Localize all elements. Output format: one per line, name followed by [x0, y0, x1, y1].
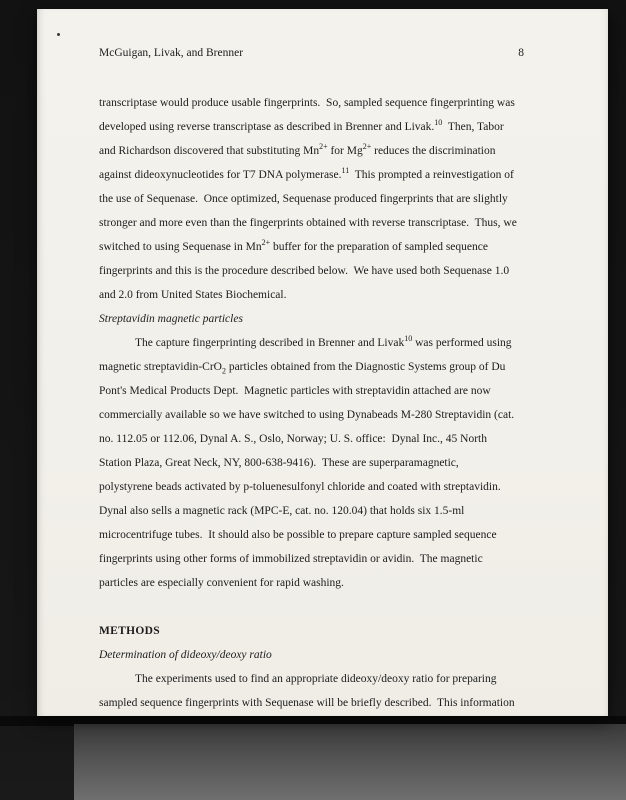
heading-italic: [99, 643, 524, 667]
text-line: developed using reverse transcriptase as described in Brenner and Livak.$^{10}$ Then, Tabor: [99, 118, 504, 133]
text-line: and 2.0 from United States Biochemical.: [99, 289, 287, 301]
text-line: particles are especially convenient for rapid washing.: [99, 577, 344, 589]
page-header: [99, 45, 524, 61]
superscript: 11: [341, 166, 350, 176]
text-line: polystyrene beads activated by p-toluenesulfonyl chloride and coated with streptavidin.: [99, 481, 501, 493]
scan-speck: [57, 33, 60, 36]
paragraph: [99, 331, 524, 595]
page-body: [99, 91, 524, 715]
text-line: magnetic streptavidin-CrO$_2$ particles obtained from the Diagnostic Systems group of Du: [99, 361, 506, 376]
text-line: fingerprints using other forms of immobilized streptavidin or avidin. The magnetic: [99, 553, 483, 565]
text-line: switched to using Sequenase in $Mn^{2+}$ buffer for the preparation of sampled sequence: [99, 238, 488, 253]
page-number: 8: [518, 47, 524, 59]
heading-bold: [99, 619, 524, 643]
text-line: sampled sequence fingerprints with Sequenase will be briefly described. This information: [99, 697, 515, 709]
text-line: The capture fingerprinting described in Brenner and Livak$^{10}$ was performed using: [135, 334, 512, 349]
text-line: Streptavidin magnetic particles: [99, 313, 243, 325]
text-line: transcriptase would produce usable fingerprints. So, sampled sequence fingerprinting was: [99, 97, 515, 109]
text-line: against dideoxynucleotides for T7 DNA polymerase.$^{11}$ This prompted a reinvestigation of: [99, 166, 514, 181]
scanner-bed: [74, 724, 626, 800]
superscript: 2+: [319, 142, 328, 152]
text-line: commercially available so we have switched to using Dynabeads M-280 Streptavidin (cat.: [99, 409, 515, 421]
paragraph: [99, 667, 524, 715]
text-line: stronger and more even than the fingerprints obtained with reverse transcriptase. Thus, we: [99, 217, 517, 229]
paragraph: [99, 91, 524, 307]
subscript: 2: [221, 366, 226, 376]
text-line: fingerprints and this is the procedure described below. We have used both Sequenase 1.0: [99, 265, 510, 277]
text-line: Station Plaza, Great Neck, NY, 800-638-9416). These are superparamagnetic,: [99, 457, 459, 469]
text-line: The experiments used to find an appropriate dideoxy/deoxy ratio for preparing: [135, 673, 497, 685]
superscript: 2+: [261, 238, 271, 248]
text-line: and Richardson discovered that substituting $Mn^{2+}$ for $Mg^{2+}$ reduces the discrimination: [99, 142, 496, 157]
text-line: Dynal also sells a magnetic rack (MPC-E, cat. no. 120.04) that holds six 1.5-ml: [99, 505, 465, 517]
text-line: microcentrifuge tubes. It should also be possible to prepare capture sampled sequence: [99, 529, 497, 541]
text-line: the use of Sequenase. Once optimized, Sequenase produced fingerprints that are slightly: [99, 193, 508, 205]
superscript: 10: [434, 118, 443, 128]
document-page: [37, 9, 608, 716]
superscript: 10: [404, 334, 413, 344]
text-line: METHODS: [99, 625, 160, 637]
running-head-authors: McGuigan, Livak, and Brenner: [99, 47, 244, 59]
text-line: Determination of dideoxy/deoxy ratio: [99, 649, 272, 661]
text-line: no. 112.05 or 112.06, Dynal A. S., Oslo, Norway; U. S. office: Dynal Inc., 45 North: [99, 433, 487, 445]
text-line: Pont's Medical Products Dept. Magnetic particles with streptavidin attached are now: [99, 385, 491, 397]
heading-italic: [99, 307, 524, 331]
superscript: 2+: [362, 142, 372, 152]
